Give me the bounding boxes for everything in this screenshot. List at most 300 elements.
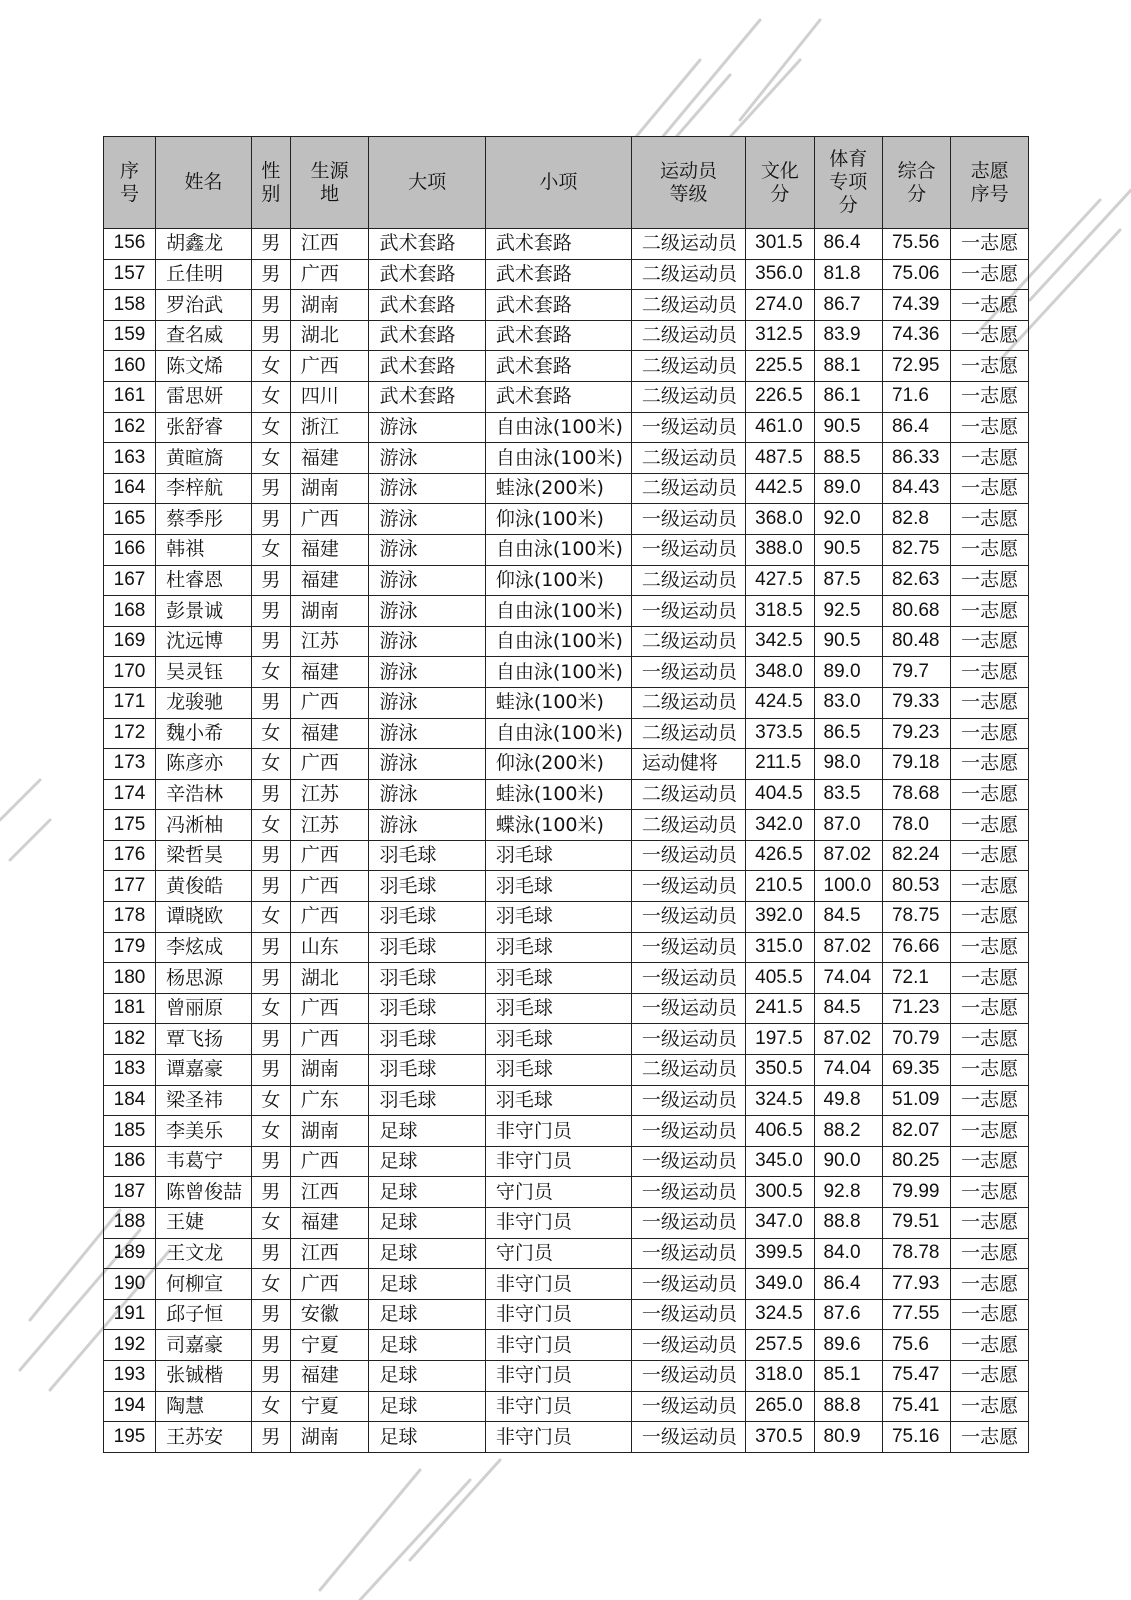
cell-preference: 一志愿 <box>951 749 1029 780</box>
cell-major-event: 足球 <box>369 1391 485 1422</box>
cell-name: 龙骏驰 <box>156 687 252 718</box>
cell-preference: 一志愿 <box>951 1299 1029 1330</box>
cell-origin: 江苏 <box>290 779 369 810</box>
table-row <box>104 1055 1029 1086</box>
cell-name: 杜睿恩 <box>156 565 252 596</box>
cell-major-event: 游泳 <box>369 596 485 627</box>
cell-origin: 广西 <box>290 687 369 718</box>
cell-sport-score: 92.8 <box>814 1177 882 1208</box>
cell-preference: 一志愿 <box>951 657 1029 688</box>
cell-preference: 一志愿 <box>951 351 1029 382</box>
cell-seq: 185 <box>104 1116 156 1147</box>
cell-preference: 一志愿 <box>951 840 1029 871</box>
cell-total-score: 79.51 <box>882 1208 950 1239</box>
cell-origin: 广西 <box>290 902 369 933</box>
cell-seq: 188 <box>104 1208 156 1239</box>
cell-sport-score: 74.04 <box>814 963 882 994</box>
cell-major-event: 羽毛球 <box>369 902 485 933</box>
cell-athlete-level: 二级运动员 <box>631 229 745 260</box>
cell-origin: 湖南 <box>290 1422 369 1453</box>
cell-minor-event: 武术套路 <box>485 290 631 321</box>
cell-sport-score: 74.04 <box>814 1055 882 1086</box>
cell-sport-score: 86.1 <box>814 381 882 412</box>
table-row <box>104 993 1029 1024</box>
table-row <box>104 381 1029 412</box>
cell-name: 邱子恒 <box>156 1299 252 1330</box>
cell-culture-score: 392.0 <box>746 902 814 933</box>
cell-minor-event: 仰泳(200米) <box>485 749 631 780</box>
table-row <box>104 902 1029 933</box>
cell-sex: 女 <box>252 1085 291 1116</box>
cell-culture-score: 301.5 <box>746 229 814 260</box>
cell-preference: 一志愿 <box>951 1146 1029 1177</box>
cell-preference: 一志愿 <box>951 596 1029 627</box>
cell-athlete-level: 一级运动员 <box>631 1146 745 1177</box>
cell-sport-score: 88.8 <box>814 1391 882 1422</box>
cell-sport-score: 86.4 <box>814 229 882 260</box>
cell-total-score: 75.47 <box>882 1360 950 1391</box>
cell-sex: 男 <box>252 1055 291 1086</box>
cell-minor-event: 非守门员 <box>485 1269 631 1300</box>
cell-name: 罗治武 <box>156 290 252 321</box>
cell-athlete-level: 一级运动员 <box>631 657 745 688</box>
cell-preference: 一志愿 <box>951 993 1029 1024</box>
cell-preference: 一志愿 <box>951 381 1029 412</box>
cell-origin: 湖南 <box>290 473 369 504</box>
cell-culture-score: 211.5 <box>746 749 814 780</box>
cell-minor-event: 蛙泳(200米) <box>485 473 631 504</box>
cell-total-score: 78.78 <box>882 1238 950 1269</box>
cell-preference: 一志愿 <box>951 1177 1029 1208</box>
cell-name: 陈彦亦 <box>156 749 252 780</box>
cell-culture-score: 350.5 <box>746 1055 814 1086</box>
cell-seq: 160 <box>104 351 156 382</box>
cell-minor-event: 羽毛球 <box>485 902 631 933</box>
cell-origin: 福建 <box>290 1360 369 1391</box>
cell-sport-score: 87.0 <box>814 810 882 841</box>
cell-major-event: 游泳 <box>369 626 485 657</box>
cell-seq: 170 <box>104 657 156 688</box>
cell-seq: 189 <box>104 1238 156 1269</box>
cell-culture-score: 348.0 <box>746 657 814 688</box>
cell-culture-score: 370.5 <box>746 1422 814 1453</box>
cell-athlete-level: 一级运动员 <box>631 1116 745 1147</box>
cell-minor-event: 武术套路 <box>485 381 631 412</box>
cell-culture-score: 324.5 <box>746 1085 814 1116</box>
cell-preference: 一志愿 <box>951 626 1029 657</box>
cell-culture-score: 318.5 <box>746 596 814 627</box>
cell-preference: 一志愿 <box>951 902 1029 933</box>
table-row <box>104 840 1029 871</box>
cell-major-event: 武术套路 <box>369 229 485 260</box>
cell-culture-score: 274.0 <box>746 290 814 321</box>
cell-sex: 女 <box>252 381 291 412</box>
cell-total-score: 75.56 <box>882 229 950 260</box>
cell-athlete-level: 一级运动员 <box>631 1330 745 1361</box>
cell-seq: 168 <box>104 596 156 627</box>
cell-total-score: 80.48 <box>882 626 950 657</box>
cell-sex: 男 <box>252 473 291 504</box>
cell-name: 黄俊皓 <box>156 871 252 902</box>
header-preference: 志愿序号 <box>951 137 1029 229</box>
cell-minor-event: 自由泳(100米) <box>485 596 631 627</box>
cell-seq: 169 <box>104 626 156 657</box>
cell-major-event: 武术套路 <box>369 320 485 351</box>
cell-athlete-level: 一级运动员 <box>631 1422 745 1453</box>
cell-major-event: 游泳 <box>369 810 485 841</box>
cell-major-event: 武术套路 <box>369 259 485 290</box>
cell-culture-score: 406.5 <box>746 1116 814 1147</box>
cell-seq: 193 <box>104 1360 156 1391</box>
cell-major-event: 足球 <box>369 1360 485 1391</box>
cell-major-event: 游泳 <box>369 534 485 565</box>
cell-total-score: 78.0 <box>882 810 950 841</box>
cell-sex: 男 <box>252 1299 291 1330</box>
table-row <box>104 657 1029 688</box>
cell-total-score: 78.75 <box>882 902 950 933</box>
cell-major-event: 足球 <box>369 1238 485 1269</box>
cell-total-score: 75.16 <box>882 1422 950 1453</box>
table-row <box>104 810 1029 841</box>
cell-sport-score: 87.5 <box>814 565 882 596</box>
cell-sport-score: 83.5 <box>814 779 882 810</box>
cell-minor-event: 非守门员 <box>485 1208 631 1239</box>
cell-sex: 男 <box>252 504 291 535</box>
cell-preference: 一志愿 <box>951 1055 1029 1086</box>
cell-total-score: 70.79 <box>882 1024 950 1055</box>
cell-preference: 一志愿 <box>951 290 1029 321</box>
cell-preference: 一志愿 <box>951 932 1029 963</box>
cell-athlete-level: 一级运动员 <box>631 1177 745 1208</box>
cell-major-event: 足球 <box>369 1146 485 1177</box>
cell-preference: 一志愿 <box>951 871 1029 902</box>
cell-origin: 江西 <box>290 229 369 260</box>
cell-sport-score: 88.5 <box>814 443 882 474</box>
cell-athlete-level: 二级运动员 <box>631 779 745 810</box>
cell-preference: 一志愿 <box>951 1269 1029 1300</box>
cell-sex: 男 <box>252 840 291 871</box>
cell-preference: 一志愿 <box>951 1360 1029 1391</box>
table-row <box>104 1269 1029 1300</box>
cell-sport-score: 49.8 <box>814 1085 882 1116</box>
cell-major-event: 足球 <box>369 1422 485 1453</box>
table-row <box>104 259 1029 290</box>
cell-preference: 一志愿 <box>951 687 1029 718</box>
cell-sport-score: 85.1 <box>814 1360 882 1391</box>
cell-athlete-level: 一级运动员 <box>631 902 745 933</box>
cell-minor-event: 羽毛球 <box>485 963 631 994</box>
table-row <box>104 1391 1029 1422</box>
cell-seq: 179 <box>104 932 156 963</box>
cell-preference: 一志愿 <box>951 320 1029 351</box>
cell-sport-score: 90.0 <box>814 1146 882 1177</box>
cell-preference: 一志愿 <box>951 1330 1029 1361</box>
cell-total-score: 71.6 <box>882 381 950 412</box>
cell-culture-score: 257.5 <box>746 1330 814 1361</box>
cell-major-event: 游泳 <box>369 565 485 596</box>
cell-seq: 172 <box>104 718 156 749</box>
header-major-event: 大项 <box>369 137 485 229</box>
cell-seq: 162 <box>104 412 156 443</box>
cell-origin: 广西 <box>290 1269 369 1300</box>
cell-seq: 178 <box>104 902 156 933</box>
cell-origin: 福建 <box>290 534 369 565</box>
cell-name: 王文龙 <box>156 1238 252 1269</box>
cell-major-event: 游泳 <box>369 718 485 749</box>
cell-minor-event: 非守门员 <box>485 1146 631 1177</box>
cell-minor-event: 羽毛球 <box>485 993 631 1024</box>
cell-seq: 157 <box>104 259 156 290</box>
cell-sport-score: 90.5 <box>814 412 882 443</box>
table-row <box>104 932 1029 963</box>
cell-seq: 184 <box>104 1085 156 1116</box>
cell-athlete-level: 二级运动员 <box>631 565 745 596</box>
cell-name: 沈远博 <box>156 626 252 657</box>
cell-origin: 福建 <box>290 443 369 474</box>
cell-athlete-level: 二级运动员 <box>631 381 745 412</box>
cell-total-score: 51.09 <box>882 1085 950 1116</box>
cell-culture-score: 197.5 <box>746 1024 814 1055</box>
cell-culture-score: 487.5 <box>746 443 814 474</box>
cell-total-score: 80.53 <box>882 871 950 902</box>
cell-name: 黄暄旖 <box>156 443 252 474</box>
cell-minor-event: 蝶泳(100米) <box>485 810 631 841</box>
cell-minor-event: 羽毛球 <box>485 1024 631 1055</box>
cell-sex: 女 <box>252 534 291 565</box>
cell-athlete-level: 二级运动员 <box>631 259 745 290</box>
table-row <box>104 1208 1029 1239</box>
cell-name: 王苏安 <box>156 1422 252 1453</box>
cell-major-event: 游泳 <box>369 687 485 718</box>
cell-origin: 广西 <box>290 351 369 382</box>
cell-preference: 一志愿 <box>951 1238 1029 1269</box>
cell-minor-event: 自由泳(100米) <box>485 657 631 688</box>
cell-preference: 一志愿 <box>951 504 1029 535</box>
cell-sport-score: 87.02 <box>814 840 882 871</box>
cell-origin: 福建 <box>290 718 369 749</box>
cell-total-score: 79.23 <box>882 718 950 749</box>
cell-minor-event: 蛙泳(100米) <box>485 779 631 810</box>
cell-name: 张舒睿 <box>156 412 252 443</box>
cell-sex: 男 <box>252 1177 291 1208</box>
cell-name: 陶慧 <box>156 1391 252 1422</box>
cell-origin: 广西 <box>290 1146 369 1177</box>
cell-minor-event: 羽毛球 <box>485 1085 631 1116</box>
cell-major-event: 武术套路 <box>369 290 485 321</box>
cell-total-score: 77.93 <box>882 1269 950 1300</box>
cell-culture-score: 442.5 <box>746 473 814 504</box>
cell-sport-score: 87.02 <box>814 1024 882 1055</box>
cell-seq: 176 <box>104 840 156 871</box>
cell-major-event: 羽毛球 <box>369 993 485 1024</box>
cell-athlete-level: 一级运动员 <box>631 1208 745 1239</box>
header-row <box>104 137 1029 229</box>
cell-seq: 167 <box>104 565 156 596</box>
cell-athlete-level: 二级运动员 <box>631 351 745 382</box>
table-row <box>104 1238 1029 1269</box>
cell-sex: 男 <box>252 932 291 963</box>
cell-sport-score: 88.2 <box>814 1116 882 1147</box>
cell-name: 何柳宣 <box>156 1269 252 1300</box>
cell-origin: 广西 <box>290 749 369 780</box>
table-row <box>104 963 1029 994</box>
cell-total-score: 75.6 <box>882 1330 950 1361</box>
cell-name: 丘佳明 <box>156 259 252 290</box>
cell-sport-score: 92.0 <box>814 504 882 535</box>
cell-seq: 159 <box>104 320 156 351</box>
table-row <box>104 1330 1029 1361</box>
cell-major-event: 羽毛球 <box>369 932 485 963</box>
cell-origin: 广西 <box>290 259 369 290</box>
cell-minor-event: 自由泳(100米) <box>485 412 631 443</box>
cell-name: 梁圣祎 <box>156 1085 252 1116</box>
cell-major-event: 游泳 <box>369 749 485 780</box>
cell-total-score: 79.7 <box>882 657 950 688</box>
cell-sex: 女 <box>252 1116 291 1147</box>
table-row <box>104 229 1029 260</box>
cell-name: 辛浩林 <box>156 779 252 810</box>
cell-athlete-level: 一级运动员 <box>631 963 745 994</box>
cell-preference: 一志愿 <box>951 229 1029 260</box>
cell-total-score: 74.39 <box>882 290 950 321</box>
cell-sport-score: 90.5 <box>814 534 882 565</box>
cell-total-score: 80.68 <box>882 596 950 627</box>
cell-name: 张铖楷 <box>156 1360 252 1391</box>
cell-seq: 182 <box>104 1024 156 1055</box>
cell-seq: 181 <box>104 993 156 1024</box>
table-row <box>104 718 1029 749</box>
cell-sport-score: 98.0 <box>814 749 882 780</box>
cell-total-score: 79.99 <box>882 1177 950 1208</box>
cell-seq: 174 <box>104 779 156 810</box>
cell-total-score: 75.41 <box>882 1391 950 1422</box>
cell-preference: 一志愿 <box>951 412 1029 443</box>
cell-sport-score: 87.6 <box>814 1299 882 1330</box>
cell-seq: 161 <box>104 381 156 412</box>
cell-minor-event: 蛙泳(100米) <box>485 687 631 718</box>
table-row <box>104 412 1029 443</box>
cell-culture-score: 399.5 <box>746 1238 814 1269</box>
table-row <box>104 1422 1029 1453</box>
cell-minor-event: 非守门员 <box>485 1391 631 1422</box>
cell-minor-event: 仰泳(100米) <box>485 565 631 596</box>
cell-athlete-level: 二级运动员 <box>631 443 745 474</box>
cell-minor-event: 武术套路 <box>485 351 631 382</box>
cell-origin: 广西 <box>290 993 369 1024</box>
cell-major-event: 游泳 <box>369 473 485 504</box>
cell-minor-event: 守门员 <box>485 1238 631 1269</box>
cell-major-event: 武术套路 <box>369 351 485 382</box>
cell-culture-score: 342.0 <box>746 810 814 841</box>
cell-sex: 男 <box>252 1146 291 1177</box>
cell-culture-score: 404.5 <box>746 779 814 810</box>
table-row <box>104 534 1029 565</box>
cell-sex: 男 <box>252 626 291 657</box>
cell-minor-event: 自由泳(100米) <box>485 534 631 565</box>
cell-athlete-level: 一级运动员 <box>631 1085 745 1116</box>
cell-sport-score: 90.5 <box>814 626 882 657</box>
cell-seq: 165 <box>104 504 156 535</box>
cell-culture-score: 342.5 <box>746 626 814 657</box>
cell-seq: 194 <box>104 1391 156 1422</box>
cell-name: 雷思妍 <box>156 381 252 412</box>
cell-culture-score: 225.5 <box>746 351 814 382</box>
cell-origin: 湖南 <box>290 1116 369 1147</box>
table-row <box>104 504 1029 535</box>
cell-preference: 一志愿 <box>951 1116 1029 1147</box>
cell-sex: 女 <box>252 1391 291 1422</box>
cell-origin: 广西 <box>290 840 369 871</box>
cell-total-score: 82.75 <box>882 534 950 565</box>
cell-seq: 164 <box>104 473 156 504</box>
cell-origin: 广西 <box>290 1024 369 1055</box>
cell-athlete-level: 一级运动员 <box>631 1238 745 1269</box>
table-row <box>104 320 1029 351</box>
cell-total-score: 75.06 <box>882 259 950 290</box>
cell-preference: 一志愿 <box>951 534 1029 565</box>
table-row <box>104 565 1029 596</box>
cell-preference: 一志愿 <box>951 565 1029 596</box>
cell-seq: 180 <box>104 963 156 994</box>
cell-minor-event: 羽毛球 <box>485 840 631 871</box>
cell-origin: 江西 <box>290 1177 369 1208</box>
cell-major-event: 羽毛球 <box>369 871 485 902</box>
admission-results-table <box>103 136 1029 1453</box>
cell-sport-score: 88.1 <box>814 351 882 382</box>
cell-sex: 男 <box>252 687 291 718</box>
cell-origin: 福建 <box>290 1208 369 1239</box>
cell-athlete-level: 一级运动员 <box>631 412 745 443</box>
cell-seq: 171 <box>104 687 156 718</box>
cell-seq: 191 <box>104 1299 156 1330</box>
cell-major-event: 足球 <box>369 1208 485 1239</box>
cell-total-score: 72.95 <box>882 351 950 382</box>
cell-culture-score: 300.5 <box>746 1177 814 1208</box>
cell-sex: 男 <box>252 290 291 321</box>
cell-culture-score: 349.0 <box>746 1269 814 1300</box>
cell-sport-score: 88.8 <box>814 1208 882 1239</box>
cell-origin: 湖北 <box>290 320 369 351</box>
results-sheet <box>103 136 1029 1453</box>
cell-origin: 宁夏 <box>290 1330 369 1361</box>
cell-sex: 男 <box>252 1024 291 1055</box>
cell-sport-score: 87.02 <box>814 932 882 963</box>
cell-athlete-level: 二级运动员 <box>631 626 745 657</box>
cell-total-score: 79.18 <box>882 749 950 780</box>
cell-athlete-level: 一级运动员 <box>631 1299 745 1330</box>
cell-name: 梁哲昊 <box>156 840 252 871</box>
cell-athlete-level: 一级运动员 <box>631 1360 745 1391</box>
cell-preference: 一志愿 <box>951 810 1029 841</box>
cell-athlete-level: 二级运动员 <box>631 810 745 841</box>
table-row <box>104 473 1029 504</box>
cell-athlete-level: 一级运动员 <box>631 1269 745 1300</box>
cell-sport-score: 83.9 <box>814 320 882 351</box>
cell-name: 李梓航 <box>156 473 252 504</box>
cell-origin: 四川 <box>290 381 369 412</box>
cell-origin: 山东 <box>290 932 369 963</box>
cell-sport-score: 84.5 <box>814 902 882 933</box>
table-row <box>104 749 1029 780</box>
cell-major-event: 游泳 <box>369 443 485 474</box>
cell-name: 韩祺 <box>156 534 252 565</box>
table-row <box>104 351 1029 382</box>
cell-sex: 女 <box>252 718 291 749</box>
cell-sport-score: 86.5 <box>814 718 882 749</box>
cell-minor-event: 自由泳(100米) <box>485 443 631 474</box>
cell-seq: 192 <box>104 1330 156 1361</box>
cell-culture-score: 312.5 <box>746 320 814 351</box>
